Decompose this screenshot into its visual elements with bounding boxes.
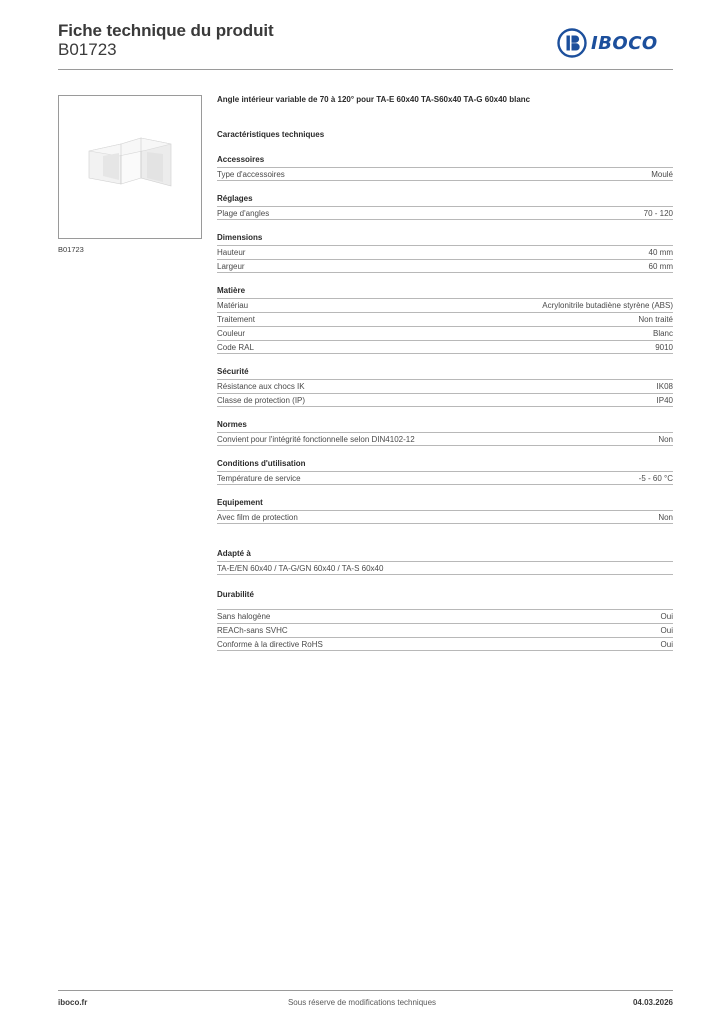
- spec-label: TA-E/EN 60x40 / TA-G/GN 60x40 / TA-S 60x40: [217, 564, 384, 573]
- spec-row: [217, 167, 673, 181]
- spec-label: Conforme à la directive RoHS: [217, 640, 323, 649]
- product-image: [59, 96, 203, 240]
- spec-value: Blanc: [652, 329, 673, 338]
- spec-row: [217, 340, 673, 354]
- spec-row: [217, 326, 673, 340]
- image-caption: B01723: [58, 245, 84, 254]
- group-title: Sécurité: [217, 367, 249, 376]
- spec-label: Résistance aux chocs IK: [217, 382, 305, 391]
- spec-row: [217, 637, 673, 651]
- spec-row: [217, 471, 673, 485]
- spec-row: [217, 312, 673, 326]
- spec-row: [217, 259, 673, 273]
- group-title: Conditions d'utilisation: [217, 459, 306, 468]
- spec-label: Type d'accessoires: [217, 170, 285, 179]
- spec-row: [217, 609, 673, 623]
- spec-value: 9010: [655, 343, 673, 352]
- spec-row: [217, 393, 673, 407]
- spec-row: [217, 206, 673, 220]
- tech-heading: Caractéristiques techniques: [217, 130, 325, 139]
- spec-row: [217, 623, 673, 637]
- group-title: Accessoires: [217, 155, 265, 164]
- spec-value: Moulé: [651, 170, 673, 179]
- spec-label: Traitement: [217, 315, 255, 324]
- spec-label: Hauteur: [217, 248, 246, 257]
- product-title: Angle intérieur variable de 70 à 120° pour TA-E 60x40 TA-S60x40 TA-G 60x40 blanc: [217, 95, 531, 104]
- group-title: Dimensions: [217, 233, 263, 242]
- product-image-frame: [58, 95, 202, 239]
- spec-label: Couleur: [217, 329, 246, 338]
- adapted-group: [217, 547, 673, 575]
- logo-text: IBOCO: [591, 32, 658, 54]
- spec-value: 60 mm: [648, 262, 673, 271]
- spec-group: [217, 192, 673, 220]
- spec-label: Avec film de protection: [217, 513, 298, 522]
- spec-row: [217, 561, 673, 575]
- header-divider: [58, 69, 673, 70]
- spec-row: [217, 298, 673, 312]
- spec-group: [217, 153, 673, 181]
- spec-label: Matériau: [217, 301, 249, 310]
- spec-label: Convient pour l'intégrité fonctionnelle selon DIN4102-12: [217, 435, 415, 444]
- spec-label: Température de service: [217, 474, 301, 483]
- spec-value: Non traité: [638, 315, 673, 324]
- spec-value: Non: [658, 435, 673, 444]
- spec-groups: [217, 153, 673, 524]
- iboco-logo: [557, 28, 673, 58]
- product-details: [217, 93, 673, 651]
- spec-label: Classe de protection (IP): [217, 396, 306, 405]
- footer-disclaimer: Sous réserve de modifications techniques: [287, 998, 437, 1007]
- product-code: B01723: [58, 40, 117, 59]
- spec-group: [217, 365, 673, 407]
- spec-label: Sans halogène: [217, 612, 271, 621]
- spec-value: 70 - 120: [643, 209, 673, 218]
- spec-row: [217, 510, 673, 524]
- spec-label: Largeur: [217, 262, 245, 271]
- spec-value: -5 - 60 °C: [638, 474, 673, 483]
- spec-value: Oui: [660, 626, 673, 635]
- group-title: Matière: [217, 286, 246, 295]
- durability-group: [217, 588, 673, 651]
- footer-divider: [58, 990, 673, 991]
- spec-row: [217, 379, 673, 393]
- spec-group: [217, 231, 673, 273]
- footer-date: 04.03.2026: [632, 998, 673, 1007]
- spec-value: IP40: [656, 396, 673, 405]
- spec-label: REACh-sans SVHC: [217, 626, 288, 635]
- spec-label: Plage d'angles: [217, 209, 270, 218]
- spec-group: [217, 418, 673, 446]
- footer-website[interactable]: iboco.fr: [58, 998, 88, 1007]
- spec-value: Oui: [660, 640, 673, 649]
- spec-group: [217, 284, 673, 354]
- group-title: Réglages: [217, 194, 253, 203]
- spec-group: [217, 457, 673, 485]
- spec-value: Acrylonitrile butadiène styrène (ABS): [542, 301, 673, 310]
- group-title: Durabilité: [217, 590, 254, 599]
- spec-value: IK08: [656, 382, 673, 391]
- spec-value: Non: [658, 513, 673, 522]
- spec-group: [217, 496, 673, 524]
- group-title: Normes: [217, 420, 247, 429]
- spec-row: [217, 432, 673, 446]
- group-title: Adapté à: [217, 549, 251, 558]
- page-title: Fiche technique du produit: [58, 21, 274, 40]
- spec-row: [217, 245, 673, 259]
- spec-value: 40 mm: [648, 248, 673, 257]
- group-title: Equipement: [217, 498, 263, 507]
- iboco-logo-icon: [557, 28, 587, 58]
- spec-value: Oui: [660, 612, 673, 621]
- spec-label: Code RAL: [217, 343, 254, 352]
